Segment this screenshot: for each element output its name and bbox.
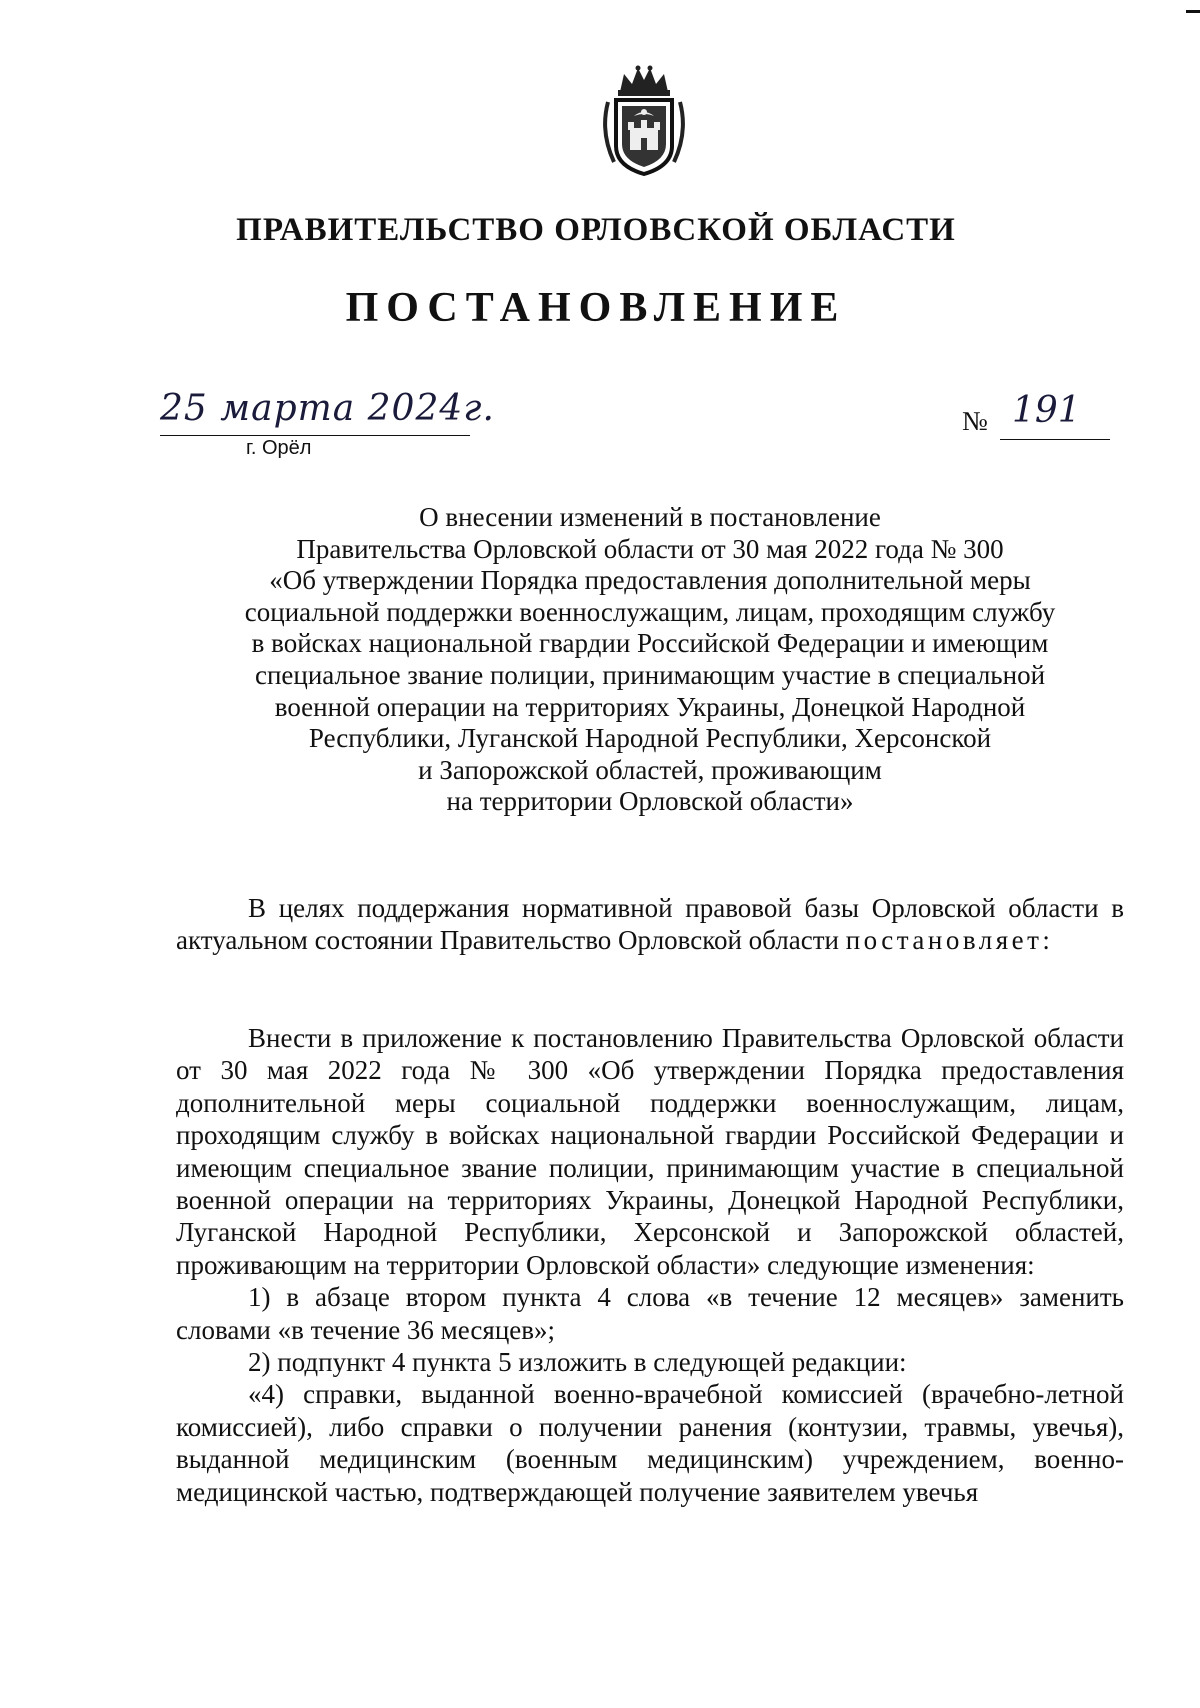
- coat-of-arms-icon: [598, 62, 690, 178]
- scan-edge-mark: [1186, 10, 1200, 13]
- preamble: [176, 892, 1124, 957]
- document-subject: [200, 502, 1100, 818]
- subject-line: «Об утверждении Порядка предоставления дополнительной меры: [269, 565, 1031, 596]
- number-label: №: [962, 406, 988, 436]
- subject-line: Правительства Орловской области от 30 мая 2022 года № 300: [296, 533, 1004, 564]
- document-type-title: ПОСТАНОВЛЕНИЕ: [345, 285, 847, 331]
- subject-line: в войсках национальной гвардии Российской Федерации и имеющим: [251, 628, 1049, 659]
- subject-line: специальное звание полиции, принимающим участие в специальной: [254, 659, 1046, 690]
- body-paragraph: «4) справки, выданной военно-врачебной комиссией (врачебно-летной комиссией), либо справки о получении ранения (контузии, травмы, увечья), выданной медицинским (военным медицинским) учреждением, военно-медицинской частью, подтверждающей получение заявителем увечья: [176, 1379, 1124, 1507]
- body-paragraph: 1) в абзаце втором пункта 4 слова «в течение 12 месяцев» заменить словами «в течение 36 месяцев»;: [176, 1282, 1124, 1345]
- subject-line: О внесении изменений в постановление: [419, 502, 881, 532]
- subject-line: социальной поддержки военнослужащим, лицам, проходящим службу: [244, 596, 1056, 627]
- number-underline: [1000, 439, 1110, 440]
- operative-part: [176, 1022, 1124, 1508]
- body-paragraph: 2) подпункт 4 пункта 5 изложить в следующей редакции:: [248, 1347, 907, 1378]
- subject-line: военной операции на территориях Украины, Донецкой Народной: [274, 691, 1026, 722]
- date-underline: [160, 435, 470, 436]
- document-number: 191: [1012, 390, 1081, 431]
- subject-line: Республики, Луганской Народной Республики, Херсонской: [308, 723, 992, 754]
- preamble-paragraph: [176, 892, 1124, 957]
- subject-line: на территории Орловской области»: [446, 786, 854, 817]
- document-date: 25 марта 2024г.: [160, 388, 495, 429]
- subject-line: и Запорожской областей, проживающим: [418, 754, 882, 785]
- body-paragraph: Внести в приложение к постановлению Правительства Орловской области от 30 мая 2022 года № 300 «Об утверждении Порядка предоставления дополнительной меры социальной поддержки военнослужащим, лицам, проходящим службу в войсках национальной гвардии Российской Федерации и имеющим специальное звание полиции, принимающим участие в специальной военной операции на территориях Украины, Донецкой Народной Республики, Луганской Народной Республики, Херсонской и Запорожской областей, проживающим на территории Орловской области» следующие изменения:: [176, 1023, 1124, 1280]
- document-city: г. Орёл: [246, 437, 312, 459]
- preamble-text: В целях поддержания нормативной правовой базы Орловской области в актуальном состоянии Правительство Орловской области: [176, 893, 1124, 956]
- organization-title: ПРАВИТЕЛЬСТВО ОРЛОВСКОЙ ОБЛАСТИ: [236, 212, 956, 248]
- resolves-keyword: постановляет:: [845, 925, 1054, 956]
